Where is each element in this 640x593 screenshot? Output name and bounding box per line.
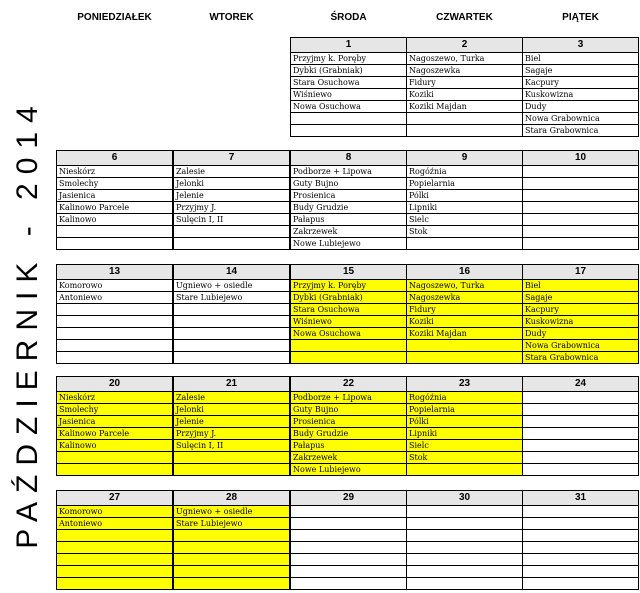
location-entry <box>407 340 522 352</box>
location-entry <box>523 518 638 530</box>
location-entry: Koziki Majdan <box>407 101 522 113</box>
weekday-header-thursday: CZWARTEK <box>436 12 493 23</box>
location-entry <box>174 566 289 578</box>
day-number: 28 <box>174 491 289 506</box>
location-entry: Biel <box>523 280 638 292</box>
location-entry <box>57 304 172 316</box>
location-entry: Nowa Osuchowa <box>291 328 406 340</box>
day-cell <box>56 150 173 250</box>
location-entry <box>523 452 638 464</box>
location-entry <box>57 238 172 249</box>
weekday-header-tuesday: WTOREK <box>209 12 254 23</box>
location-entry: Ugniewo + osiedle <box>174 506 289 518</box>
location-entry <box>523 202 638 214</box>
location-entry <box>57 226 172 238</box>
day-number: 16 <box>407 265 522 280</box>
location-entry: Komorowo <box>57 280 172 292</box>
location-entry: Koziki <box>407 89 522 101</box>
location-entry: Antoniewo <box>57 518 172 530</box>
location-entry: Koziki Majdan <box>407 328 522 340</box>
location-entry: Jelenie <box>174 416 289 428</box>
location-entry <box>174 226 289 238</box>
location-entry: Guty Bujno <box>291 178 406 190</box>
location-entry <box>523 214 638 226</box>
location-entry <box>523 416 638 428</box>
location-entry: Zakrzewek <box>291 452 406 464</box>
location-entry: Zakrzewek <box>291 226 406 238</box>
location-entry <box>407 554 522 566</box>
location-entry: Jelonki <box>174 404 289 416</box>
location-entry: Stara Grabownica <box>523 352 638 363</box>
location-entry: Stare Lubiejewo <box>174 518 289 530</box>
weekday-header-wednesday: ŚRODA <box>330 12 367 23</box>
location-entry: Wiśniewo <box>291 316 406 328</box>
location-entry: Kalinowo Parcele <box>57 202 172 214</box>
location-entry: Przyjmy k. Poręby <box>291 280 406 292</box>
location-entry: Jelonki <box>174 178 289 190</box>
weekday-header-friday: PIĄTEK <box>562 12 599 23</box>
location-entry: Dudy <box>523 328 638 340</box>
day-cell <box>522 37 639 137</box>
location-entry: Budy Grudzie <box>291 202 406 214</box>
location-entry <box>523 404 638 416</box>
location-entry: Antoniewo <box>57 292 172 304</box>
location-entry <box>407 506 522 518</box>
day-cell <box>522 264 639 364</box>
location-entry: Lipniki <box>407 428 522 440</box>
location-entry: Budy Grudzie <box>291 428 406 440</box>
location-entry <box>57 340 172 352</box>
weekday-header-row <box>56 12 639 26</box>
day-number: 8 <box>291 151 406 166</box>
location-entry: Podborze + Lipowa <box>291 392 406 404</box>
location-entry <box>523 542 638 554</box>
location-entry <box>523 190 638 202</box>
location-entry <box>523 392 638 404</box>
day-number: 15 <box>291 265 406 280</box>
location-entry <box>291 566 406 578</box>
location-entry: Jelenie <box>174 190 289 202</box>
location-entry <box>57 464 172 475</box>
day-number: 20 <box>57 377 172 392</box>
day-number: 9 <box>407 151 522 166</box>
location-entry <box>57 452 172 464</box>
day-number: 27 <box>57 491 172 506</box>
location-entry: Koziki <box>407 316 522 328</box>
location-entry: Stara Osuchowa <box>291 77 406 89</box>
day-number: 13 <box>57 265 172 280</box>
day-number: 30 <box>407 491 522 506</box>
location-entry: Sagaje <box>523 65 638 77</box>
location-entry <box>57 316 172 328</box>
day-number: 10 <box>523 151 638 166</box>
location-entry <box>291 530 406 542</box>
location-entry <box>407 518 522 530</box>
location-entry: Sulęcin I, II <box>174 440 289 452</box>
location-entry: Fidury <box>407 77 522 89</box>
location-entry <box>291 352 406 363</box>
day-cell <box>173 150 290 250</box>
location-entry <box>291 113 406 125</box>
location-entry: Zalesie <box>174 166 289 178</box>
location-entry: Kalinowo <box>57 440 172 452</box>
location-entry <box>291 125 406 136</box>
day-cell <box>406 150 523 250</box>
location-entry <box>523 464 638 475</box>
day-cell <box>406 37 523 137</box>
day-cell <box>56 376 173 476</box>
page-title-vertical <box>8 60 48 585</box>
location-entry <box>407 530 522 542</box>
location-entry: Prosienica <box>291 190 406 202</box>
location-entry: Nagoszewka <box>407 292 522 304</box>
location-entry <box>291 506 406 518</box>
day-cell <box>290 376 407 476</box>
day-number: 3 <box>523 38 638 53</box>
location-entry: Wiśniewo <box>291 89 406 101</box>
location-entry: Sulęcin I, II <box>174 214 289 226</box>
day-cell <box>406 376 523 476</box>
location-entry: Nagoszewo, Turka <box>407 280 522 292</box>
day-cell <box>522 376 639 476</box>
day-number: 31 <box>523 491 638 506</box>
location-entry: Komorowo <box>57 506 172 518</box>
day-number: 23 <box>407 377 522 392</box>
location-entry <box>523 566 638 578</box>
location-entry <box>174 316 289 328</box>
day-number: 7 <box>174 151 289 166</box>
location-entry: Ugniewo + osiedle <box>174 280 289 292</box>
location-entry <box>174 530 289 542</box>
location-entry: Popielarnia <box>407 404 522 416</box>
day-number: 22 <box>291 377 406 392</box>
location-entry <box>523 166 638 178</box>
location-entry: Nowe Lubiejewo <box>291 464 406 475</box>
location-entry: Fidury <box>407 304 522 316</box>
location-entry: Stara Osuchowa <box>291 304 406 316</box>
location-entry: Stara Grabownica <box>525 126 599 135</box>
location-entry <box>407 125 522 136</box>
location-entry: Nagoszewo, Turka <box>407 53 522 65</box>
location-entry: Rogóźnia <box>407 166 522 178</box>
location-entry <box>57 542 172 554</box>
location-entry <box>523 530 638 542</box>
day-cell <box>173 376 290 476</box>
location-entry <box>407 578 522 589</box>
location-entry <box>291 340 406 352</box>
location-entry <box>174 554 289 566</box>
location-entry: Pólki <box>407 190 522 202</box>
location-entry <box>291 578 406 589</box>
location-entry: Pałapus <box>291 214 406 226</box>
location-entry <box>174 464 289 475</box>
location-entry: Sielc <box>407 440 522 452</box>
location-entry <box>523 578 638 589</box>
location-entry: Biel <box>523 53 638 65</box>
location-entry <box>291 554 406 566</box>
location-entry: Przyjmy J. <box>174 428 289 440</box>
location-entry: Sielc <box>407 214 522 226</box>
location-entry <box>407 542 522 554</box>
location-entry <box>407 238 522 249</box>
location-entry: Kalinowo Parcele <box>57 428 172 440</box>
day-cell <box>406 490 523 590</box>
location-entry <box>291 542 406 554</box>
location-entry: Jasienica <box>57 190 172 202</box>
location-entry: Zalesie <box>174 392 289 404</box>
day-cell <box>406 264 523 364</box>
location-entry <box>174 340 289 352</box>
location-entry: Popielarnia <box>407 178 522 190</box>
location-entry <box>174 304 289 316</box>
day-number: 1 <box>291 38 406 53</box>
location-entry: Dudy <box>523 101 638 113</box>
day-number: 29 <box>291 491 406 506</box>
location-entry <box>57 554 172 566</box>
location-entry: Jasienica <box>57 416 172 428</box>
day-number: 24 <box>523 377 638 392</box>
location-entry <box>57 566 172 578</box>
location-entry <box>174 238 289 249</box>
location-entry: Sagaje <box>523 292 638 304</box>
day-cell <box>290 150 407 250</box>
location-entry <box>174 352 289 363</box>
location-entry: Pałapus <box>291 440 406 452</box>
location-entry <box>174 542 289 554</box>
day-number: 6 <box>57 151 172 166</box>
day-cell <box>290 264 407 364</box>
location-entry <box>523 178 638 190</box>
location-entry <box>523 238 638 249</box>
location-entry: Dybki (Grabniak) <box>291 65 406 77</box>
location-entry <box>523 554 638 566</box>
location-entry: Przyjmy J. <box>174 202 289 214</box>
location-entry <box>407 566 522 578</box>
day-cell <box>173 264 290 364</box>
location-entry: Kuskowizna <box>523 89 638 101</box>
location-entry: Kuskowizna <box>523 316 638 328</box>
location-entry <box>523 428 638 440</box>
location-entry <box>174 452 289 464</box>
location-entry: Nagoszewka <box>407 65 522 77</box>
location-entry <box>407 113 522 125</box>
day-cell <box>56 490 173 590</box>
day-cell <box>290 490 407 590</box>
location-entry: Guty Bujno <box>291 404 406 416</box>
day-number: 17 <box>523 265 638 280</box>
location-entry: Nowa Grabownica <box>523 340 638 352</box>
location-entry: Stare Lubiejewo <box>174 292 289 304</box>
location-entry <box>523 440 638 452</box>
location-entry: Pólki <box>407 416 522 428</box>
location-entry: Podborze + Lipowa <box>291 166 406 178</box>
day-number: 14 <box>174 265 289 280</box>
location-entry: Lipniki <box>407 202 522 214</box>
location-entry <box>57 578 172 589</box>
location-entry: Stok <box>407 452 522 464</box>
location-entry <box>523 506 638 518</box>
weekday-header-monday: PONIEDZIAŁEK <box>77 12 152 23</box>
day-cell <box>290 37 407 137</box>
location-entry: Kacpury <box>523 304 638 316</box>
location-entry: Rogóźnia <box>407 392 522 404</box>
location-entry <box>523 226 638 238</box>
day-cell <box>522 490 639 590</box>
page-title: PAŹDZIERNIK - 2014 <box>11 96 44 549</box>
location-entry: Przyjmy k. Poręby <box>291 53 406 65</box>
day-number: 21 <box>174 377 289 392</box>
location-entry <box>57 328 172 340</box>
location-entry: Nowa Grabownica <box>523 113 638 125</box>
location-entry: Stok <box>407 226 522 238</box>
location-entry <box>57 530 172 542</box>
location-entry: Nieskórz <box>57 166 172 178</box>
location-entry <box>407 352 522 363</box>
day-cell <box>56 264 173 364</box>
location-entry <box>407 464 522 475</box>
day-cell <box>173 490 290 590</box>
location-entry: Smolechy <box>57 178 172 190</box>
location-entry: Nieskórz <box>57 392 172 404</box>
day-number: 2 <box>407 38 522 53</box>
location-entry <box>57 352 172 363</box>
location-entry: Kacpury <box>523 77 638 89</box>
location-entry: Nowa Osuchowa <box>291 101 406 113</box>
location-entry <box>174 578 289 589</box>
day-cell <box>522 150 639 250</box>
location-entry: Prosienica <box>291 416 406 428</box>
location-entry: Nowe Lubiejewo <box>293 239 361 248</box>
location-entry <box>174 328 289 340</box>
location-entry: Kalinowo <box>57 214 172 226</box>
location-entry <box>291 518 406 530</box>
location-entry: Dybki (Grabniak) <box>291 292 406 304</box>
location-entry: Smolechy <box>57 404 172 416</box>
